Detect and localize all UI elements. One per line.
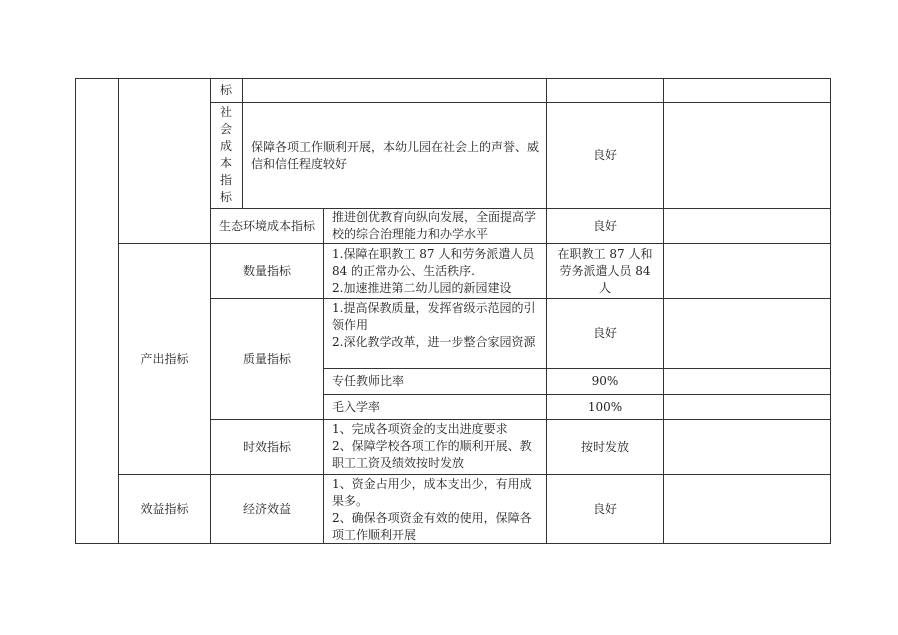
label-timeliness: 时效指标 xyxy=(242,439,291,454)
table-rule xyxy=(75,78,830,79)
label-biao-fragment: 标 xyxy=(219,82,232,97)
economic-content-line: 2、确保各项资金有效的使用，保障各项工作顺利开展 xyxy=(332,511,532,542)
eco-cost-value: 良好 xyxy=(592,218,617,233)
quantity-value xyxy=(547,244,663,298)
label-quality: 质量指标 xyxy=(242,351,291,366)
label-social-cost-char: 指 xyxy=(219,173,232,187)
quality-content-line: 1.提高保教质量，发挥省级示范园的引领作用 xyxy=(332,301,536,332)
label-quantity: 数量指标 xyxy=(242,263,291,278)
social-cost-content-text: 保障各项工作顺利开展，本幼儿园在社会上的声誉、威信和信任程度较好 xyxy=(251,139,540,171)
economic-value: 良好 xyxy=(592,501,617,516)
quantity-value-text: 在职教工 87 人和劳务派遣人员 84 人 xyxy=(557,246,653,295)
quality-content xyxy=(324,300,546,368)
quality-ratio-value: 90% xyxy=(591,374,619,388)
label-social-cost-char: 成 xyxy=(219,139,232,153)
social-cost-value: 良好 xyxy=(592,148,617,162)
label-social-cost-char: 会 xyxy=(219,122,232,136)
label-output: 产出指标 xyxy=(140,351,189,366)
label-social-cost-char: 社 xyxy=(219,105,232,119)
quality-enroll-value: 100% xyxy=(587,399,623,414)
label-social-cost xyxy=(216,104,236,206)
label-social-cost-char: 本 xyxy=(219,156,232,170)
table-rule xyxy=(75,78,76,544)
timeliness-content xyxy=(324,421,546,474)
label-economic: 经济效益 xyxy=(242,501,291,516)
eco-cost-content-text: 推进创优教育向纵向发展，全面提高学校的综合治理能力和办学水平 xyxy=(332,210,537,241)
timeliness-content-line: 2、保障学校各项工作的顺利开展、教职工工资及绩效按时发放 xyxy=(332,439,532,470)
table-rule xyxy=(663,78,664,544)
economic-content xyxy=(324,476,546,543)
quantity-content-line: 2.加速推进第二幼儿园的新园建设 xyxy=(332,281,512,295)
quality-ratio-label: 专任教师比率 xyxy=(332,374,405,388)
economic-content-line: 1、资金占用少，成本支出少，有用成果多。 xyxy=(332,477,532,508)
table-rule xyxy=(830,78,831,544)
quantity-content xyxy=(324,246,546,298)
eco-cost-content xyxy=(324,209,546,243)
label-social-cost-char: 标 xyxy=(219,190,232,204)
timeliness-content-line: 1、完成各项资金的支出进度要求 xyxy=(332,422,508,436)
quality-enroll-label: 毛入学率 xyxy=(332,399,381,414)
quality-content-line: 2.深化教学改革，进一步整合家园资源 xyxy=(332,335,536,349)
label-eco-cost: 生态环境成本指标 xyxy=(218,218,315,233)
quality-value: 良好 xyxy=(592,326,617,340)
social-cost-content xyxy=(243,103,546,208)
quantity-content-line: 1.保障在职教工 87 人和劳务派遣人员 84 的正常办公、生活秩序. xyxy=(332,247,535,278)
timeliness-value: 按时发放 xyxy=(580,439,629,454)
label-benefit: 效益指标 xyxy=(140,501,189,516)
